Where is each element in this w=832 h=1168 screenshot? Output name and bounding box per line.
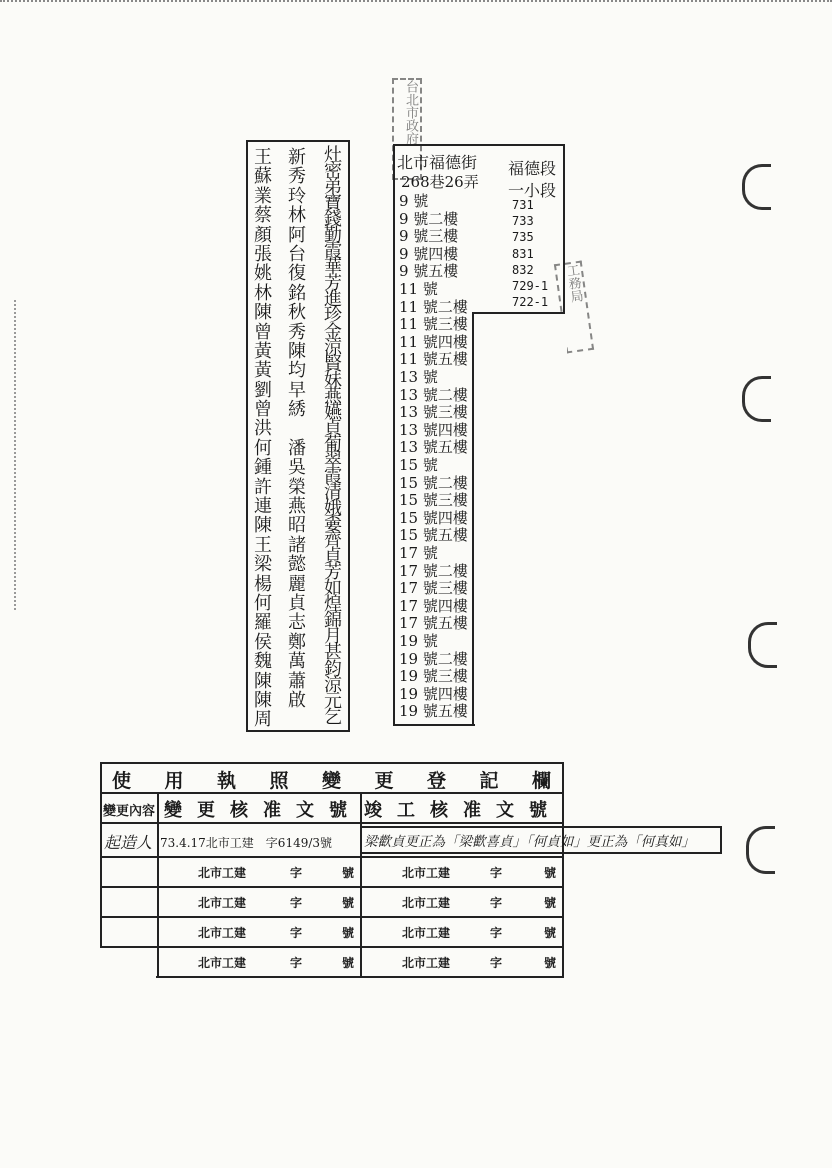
name-char: 銘 — [288, 282, 306, 304]
completion-word-zi: 字 — [490, 866, 503, 880]
address-unit-row: 19 號二樓 — [399, 649, 468, 668]
address-unit-row: 11 號五樓 — [399, 350, 468, 369]
address-unit-row: 15 號 — [399, 456, 438, 474]
address-unit-row: 11 號四樓 — [399, 332, 468, 351]
official-stamp-top: 台北市政府 — [392, 78, 422, 180]
name-char: 何 — [254, 437, 272, 459]
completion-word-hao: 號 — [544, 866, 557, 880]
name-char: 業 — [254, 185, 272, 207]
name-char: 陳 — [254, 515, 272, 537]
address-unit-row: 15 號二樓 — [399, 473, 468, 492]
name-char: 進 — [324, 289, 342, 311]
remark-box-right — [720, 826, 722, 854]
completion-prefix: 北市工建 — [402, 866, 451, 880]
name-char: 玲 — [288, 185, 306, 207]
name-char: 芳 — [324, 273, 342, 295]
col3-header-char: 文 — [496, 800, 514, 821]
col3-header-char: 號 — [529, 800, 547, 821]
col2-header-char: 更 — [197, 800, 215, 821]
name-char — [286, 419, 308, 438]
approval-word-zi: 字 — [290, 866, 303, 880]
name-char: 林 — [254, 282, 272, 304]
lot-number: 731 — [512, 198, 534, 212]
col3-header-char: 核 — [430, 800, 448, 821]
completion-word-hao: 號 — [544, 956, 557, 970]
name-char: 潘 — [288, 437, 306, 459]
table-title-char: 執 — [217, 770, 237, 792]
address-box-notch — [475, 312, 567, 728]
name-char: 清 — [324, 481, 342, 503]
name-char: 曾 — [254, 321, 272, 343]
name-char: 王 — [254, 534, 272, 556]
name-char: 蘇 — [254, 166, 272, 188]
name-char: 何 — [254, 592, 272, 614]
name-char: 賢 — [324, 353, 342, 375]
name-char: 月 — [324, 626, 342, 648]
table-col1-line — [157, 792, 159, 978]
name-char: 劉 — [254, 379, 272, 401]
remark-box-top — [360, 826, 722, 828]
address-unit-row: 13 號三樓 — [399, 403, 468, 422]
name-char: 華 — [324, 257, 342, 279]
approval-word-hao: 號 — [342, 926, 355, 940]
notch-vertical — [472, 312, 474, 726]
address-unit-row: 19 號四樓 — [399, 684, 468, 703]
name-char: 麗 — [288, 573, 306, 595]
name-char: 秀 — [288, 166, 306, 188]
completion-prefix: 北市工建 — [402, 896, 451, 910]
top-noise — [0, 0, 832, 6]
completion-word-hao: 號 — [544, 926, 557, 940]
lot-number: 729-1 — [512, 279, 549, 293]
table-right-line — [562, 762, 564, 978]
name-char: 霞 — [324, 241, 342, 263]
name-char: 涼 — [324, 674, 342, 696]
name-char: 錢 — [324, 209, 342, 231]
table-header-bottom — [100, 822, 564, 824]
address-unit-row: 17 號三樓 — [399, 579, 468, 598]
name-char: 王 — [254, 147, 272, 168]
name-char: 連 — [254, 496, 272, 518]
name-char: 如 — [324, 578, 342, 600]
approval-word-hao: 號 — [342, 896, 355, 910]
table-title-char: 變 — [322, 770, 342, 792]
notch-border — [472, 312, 565, 314]
address-unit-row: 9 號二樓 — [399, 209, 459, 228]
table-title-char: 記 — [479, 770, 499, 792]
name-char: 曾 — [254, 399, 272, 421]
col1-header: 變更內容 — [103, 804, 156, 819]
col3-header-char: 准 — [463, 800, 481, 821]
address-unit-row: 13 號五樓 — [399, 438, 468, 457]
name-char: 黃 — [254, 340, 272, 362]
col2-header-char: 核 — [230, 800, 248, 821]
table-row4-bottom — [100, 946, 564, 948]
address-unit-row: 15 號五樓 — [399, 526, 468, 545]
completion-word-zi: 字 — [490, 926, 503, 940]
name-char: 芳 — [324, 562, 342, 584]
approval-word-zi: 字 — [290, 956, 303, 970]
address-unit-row: 11 號二樓 — [399, 297, 468, 316]
name-char: 吳 — [288, 457, 306, 479]
name-char: 啟 — [288, 689, 306, 711]
name-char: 甚 — [324, 642, 342, 664]
name-char: 顏 — [254, 224, 272, 246]
name-char: 侯 — [254, 631, 272, 653]
name-char: 錦 — [324, 610, 342, 632]
name-char: 勤 — [324, 225, 342, 247]
approval-prefix: 北市工建 — [198, 926, 247, 940]
margin-noise — [14, 300, 46, 610]
approval-word-hao: 號 — [342, 956, 355, 970]
name-char: 金 — [324, 321, 342, 343]
name-char: 綉 — [288, 399, 306, 421]
name-char: 阿 — [288, 224, 306, 246]
approval-word-zi: 字 — [290, 896, 303, 910]
address-unit-row: 13 號二樓 — [399, 385, 468, 404]
address-unit-row: 13 號四樓 — [399, 420, 468, 439]
name-char: 陳 — [254, 670, 272, 692]
name-char: 蕭 — [288, 670, 306, 692]
name-char: 均 — [288, 360, 306, 382]
lot-number: 735 — [512, 230, 534, 245]
col2-header-char: 號 — [329, 800, 347, 821]
address-unit-row: 13 號 — [399, 368, 438, 386]
name-char: 梁 — [254, 554, 272, 576]
name-char: 燕 — [324, 385, 342, 407]
lot-number: 733 — [512, 214, 534, 229]
name-char: 楊 — [254, 573, 272, 595]
name-char: 貞 — [324, 417, 342, 439]
address-lane: 268巷26弄 — [401, 173, 479, 191]
col3-header-char: 工 — [397, 800, 415, 821]
punch-hole-4 — [746, 826, 775, 874]
completion-word-zi: 字 — [490, 896, 503, 910]
table-title-char: 用 — [164, 770, 184, 792]
name-char: 葡 — [324, 433, 342, 455]
name-char: 嬿 — [324, 401, 342, 423]
name-char: 羅 — [254, 612, 272, 634]
name-char: 張 — [254, 243, 272, 265]
names-column-2 — [286, 148, 308, 730]
name-char: 懿 — [288, 554, 306, 576]
table-title-char: 欄 — [532, 770, 552, 792]
name-char: 陳 — [254, 302, 272, 324]
table-col2-line — [360, 792, 362, 978]
name-char: 新 — [288, 147, 306, 168]
first-row-approval: 73.4.17北市工建 字6149/3號 — [160, 836, 333, 850]
address-unit-row: 9 號五樓 — [399, 262, 459, 281]
section-name: 福德段 — [508, 159, 557, 178]
col2-header-char: 准 — [263, 800, 281, 821]
completion-word-hao: 號 — [544, 896, 557, 910]
address-unit-row: 19 號五樓 — [399, 702, 468, 721]
first-row-remark: 梁歡貞更正為「梁歡喜貞」「何貞如」更正為「何真如」 — [364, 834, 695, 850]
address-unit-row: 15 號四樓 — [399, 508, 468, 527]
address-unit-row: 19 號 — [399, 632, 438, 650]
approval-word-zi: 字 — [290, 926, 303, 940]
table-title-char: 登 — [427, 770, 447, 792]
lot-number: 832 — [512, 262, 534, 277]
approval-prefix: 北市工建 — [198, 896, 247, 910]
name-char: 灶 — [324, 145, 342, 166]
table-row2-bottom — [100, 886, 564, 888]
first-row-content: 起造人 — [104, 833, 153, 852]
name-char: 志 — [288, 612, 306, 634]
address-street: 北市福德街 — [397, 153, 478, 172]
address-unit-row: 17 號 — [399, 544, 438, 562]
name-char: 林 — [288, 205, 306, 227]
table-title-char: 更 — [374, 770, 394, 792]
punch-hole-3 — [748, 622, 777, 668]
name-char: 台 — [288, 243, 306, 265]
address-unit-row: 11 號 — [399, 280, 438, 298]
table-top-line — [100, 762, 564, 764]
subsection-name: 一小段 — [508, 181, 557, 200]
name-char: 周 — [254, 709, 272, 731]
name-char: 秋 — [288, 302, 306, 324]
address-unit-row: 9 號 — [399, 192, 429, 210]
name-char: 鄭 — [288, 631, 306, 653]
col3-header-char: 竣 — [364, 800, 382, 821]
name-char: 許 — [254, 476, 272, 498]
name-char: 鈞 — [324, 658, 342, 680]
remark-box-bottom — [360, 852, 722, 854]
address-unit-row: 11 號三樓 — [399, 315, 468, 334]
name-char: 娥 — [324, 498, 342, 520]
name-char: 姚 — [254, 263, 272, 285]
name-char: 貞 — [288, 592, 306, 614]
address-unit-row: 9 號三樓 — [399, 227, 459, 246]
name-char: 齊 — [324, 530, 342, 552]
lot-number: 722-1 — [512, 295, 549, 310]
name-char: 燕 — [288, 496, 306, 518]
name-char: 早 — [288, 379, 306, 401]
approval-prefix: 北市工建 — [198, 956, 247, 970]
name-char: 珍 — [324, 305, 342, 327]
name-char: 萬 — [288, 651, 306, 673]
address-unit-row: 17 號二樓 — [399, 561, 468, 580]
table-title-char: 使 — [112, 770, 132, 792]
punch-hole-2 — [742, 376, 771, 422]
name-char: 陳 — [254, 689, 272, 711]
name-char: 復 — [288, 263, 306, 285]
name-char: 妹 — [324, 369, 342, 391]
name-char: 陳 — [288, 340, 306, 362]
owner-names-box — [246, 140, 350, 732]
name-char: 黃 — [254, 360, 272, 382]
name-char: 乞 — [324, 706, 342, 728]
address-unit-row: 9 號四樓 — [399, 244, 459, 263]
name-char — [286, 710, 308, 729]
lot-number: 831 — [512, 246, 534, 261]
name-char: 寶 — [324, 193, 342, 215]
table-left-line — [100, 762, 102, 948]
address-unit-row: 19 號三樓 — [399, 667, 468, 686]
col2-header-char: 文 — [296, 800, 314, 821]
name-char: 嫑 — [324, 514, 342, 536]
table-row1-bottom — [100, 856, 564, 858]
address-unit-row: 17 號四樓 — [399, 596, 468, 615]
approval-word-hao: 號 — [342, 866, 355, 880]
names-column-3 — [322, 145, 344, 728]
name-char: 弟 — [324, 177, 342, 199]
name-char: 密 — [324, 161, 342, 183]
address-unit-row: 15 號三樓 — [399, 491, 468, 510]
completion-word-zi: 字 — [490, 956, 503, 970]
name-char: 煌 — [324, 594, 342, 616]
table-row3-bottom — [100, 916, 564, 918]
name-char: 榮 — [288, 476, 306, 498]
name-char: 涼 — [324, 337, 342, 359]
col2-header-char: 變 — [164, 800, 182, 821]
name-char: 霞 — [324, 465, 342, 487]
name-char: 鍾 — [254, 457, 272, 479]
name-char: 洪 — [254, 418, 272, 440]
names-column-1 — [252, 148, 274, 730]
name-char: 諸 — [288, 534, 306, 556]
name-char: 蔡 — [254, 205, 272, 227]
address-unit-row: 17 號五樓 — [399, 614, 468, 633]
completion-prefix: 北市工建 — [402, 956, 451, 970]
table-title-char: 照 — [269, 770, 289, 792]
name-char: 元 — [324, 690, 342, 712]
completion-prefix: 北市工建 — [402, 926, 451, 940]
name-char: 昭 — [288, 515, 306, 537]
name-char: 翠 — [324, 449, 342, 471]
name-char: 秀 — [288, 321, 306, 343]
name-char: 魏 — [254, 651, 272, 673]
punch-hole-1 — [742, 164, 771, 210]
name-char: 貞 — [324, 546, 342, 568]
approval-prefix: 北市工建 — [198, 866, 247, 880]
official-stamp-right: 工務局 — [554, 260, 594, 353]
